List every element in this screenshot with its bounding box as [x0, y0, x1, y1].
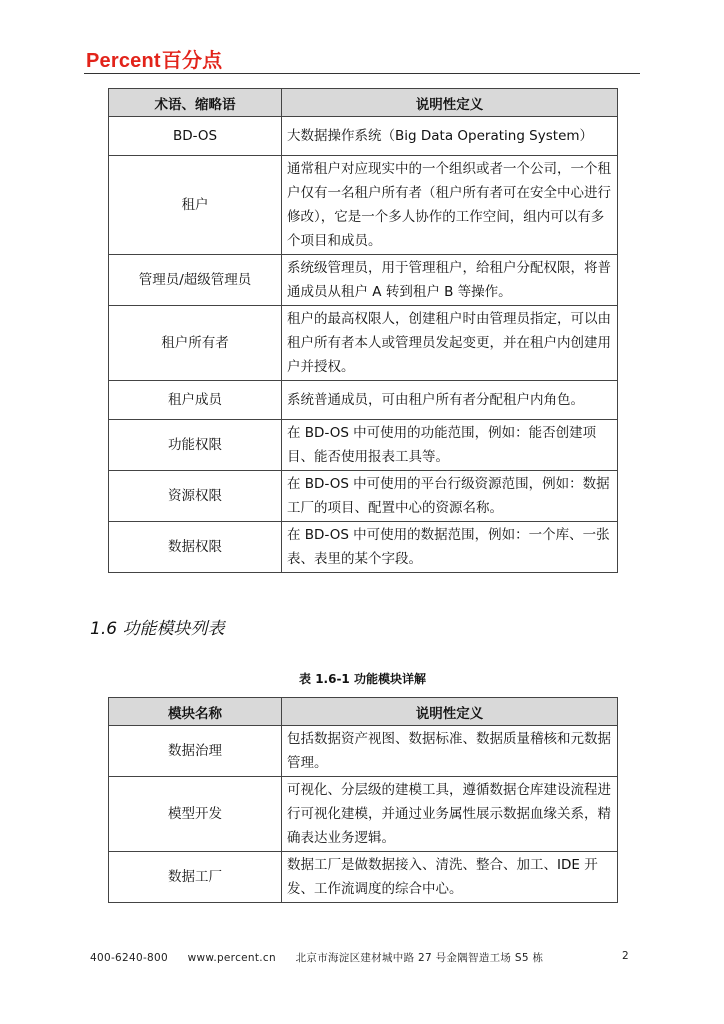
- glossary-definition: 系统级管理员，用于管理租户，给租户分配权限，将普通成员从租户 A 转到租户 B 等操作。: [282, 255, 618, 306]
- section-title: 1.6 功能模块列表: [90, 619, 225, 639]
- glossary-term: 功能权限: [109, 420, 282, 471]
- glossary-term: BD-OS: [109, 117, 282, 156]
- module-definition: 数据工厂是做数据接入、清洗、整合、加工、IDE 开发、工作流调度的综合中心。: [282, 852, 618, 903]
- glossary-definition: 大数据操作系统（Big Data Operating System）: [282, 117, 618, 156]
- glossary-definition: 在 BD-OS 中可使用的数据范围，例如：一个库、一张表、表里的某个字段。: [282, 522, 618, 573]
- table-row: [109, 777, 618, 852]
- module-definition: 包括数据资产视图、数据标准、数据质量稽核和元数据管理。: [282, 726, 618, 777]
- table-row: [109, 726, 618, 777]
- glossary-term: 管理员/超级管理员: [109, 255, 282, 306]
- glossary-term: 数据权限: [109, 522, 282, 573]
- glossary-term: 租户成员: [109, 381, 282, 420]
- glossary-definition: 租户的最高权限人，创建租户时由管理员指定，可以由租户所有者本人或管理员发起变更，并在租户内创建用户并授权。: [282, 306, 618, 381]
- page-footer: [90, 950, 559, 965]
- logo-text-en: Percent: [86, 50, 161, 72]
- table-caption: 表 1.6-1 功能模块详解: [299, 672, 426, 686]
- percent-logo: [86, 44, 222, 73]
- module-name: 数据治理: [109, 726, 282, 777]
- module-name: 模型开发: [109, 777, 282, 852]
- glossary-term: 租户所有者: [109, 306, 282, 381]
- module-definition: 可视化、分层级的建模工具，遵循数据仓库建设流程进行可视化建模，并通过业务属性展示数据血缘关系，精确表达业务逻辑。: [282, 777, 618, 852]
- logo-text-cn: 百分点: [161, 50, 223, 72]
- glossary-term: 租户: [109, 156, 282, 255]
- header-divider: [84, 73, 640, 74]
- glossary-definition: 在 BD-OS 中可使用的平台行级资源范围，例如：数据工厂的项目、配置中心的资源名称。: [282, 471, 618, 522]
- glossary-definition: 系统普通成员，可由租户所有者分配租户内角色。: [282, 381, 618, 420]
- table-row: [109, 420, 618, 471]
- table-row: [109, 117, 618, 156]
- glossary-term: 资源权限: [109, 471, 282, 522]
- module-table: [108, 697, 618, 903]
- table-row: [109, 852, 618, 903]
- glossary-header-definition: 说明性定义: [282, 89, 618, 117]
- table-row: [109, 255, 618, 306]
- footer-address: 北京市海淀区建材城中路 27 号金隅智造工场 S5 栋: [295, 952, 544, 964]
- glossary-header-row: [109, 89, 618, 117]
- table-row: [109, 522, 618, 573]
- module-header-definition: 说明性定义: [282, 698, 618, 726]
- table-row: [109, 306, 618, 381]
- table-row: [109, 471, 618, 522]
- footer-website: www.percent.cn: [187, 952, 276, 964]
- module-header-row: [109, 698, 618, 726]
- table-row: [109, 381, 618, 420]
- glossary-definition: 在 BD-OS 中可使用的功能范围，例如：能否创建项目、能否使用报表工具等。: [282, 420, 618, 471]
- page-number: 2: [622, 950, 629, 962]
- module-header-name: 模块名称: [109, 698, 282, 726]
- glossary-header-term: 术语、缩略语: [109, 89, 282, 117]
- module-name: 数据工厂: [109, 852, 282, 903]
- glossary-definition: 通常租户对应现实中的一个组织或者一个公司，一个租户仅有一名租户所有者（租户所有者可在安全中心进行修改），它是一个多人协作的工作空间，组内可以有多个项目和成员。: [282, 156, 618, 255]
- table-row: [109, 156, 618, 255]
- glossary-table: [108, 88, 618, 573]
- footer-phone: 400-6240-800: [90, 952, 168, 964]
